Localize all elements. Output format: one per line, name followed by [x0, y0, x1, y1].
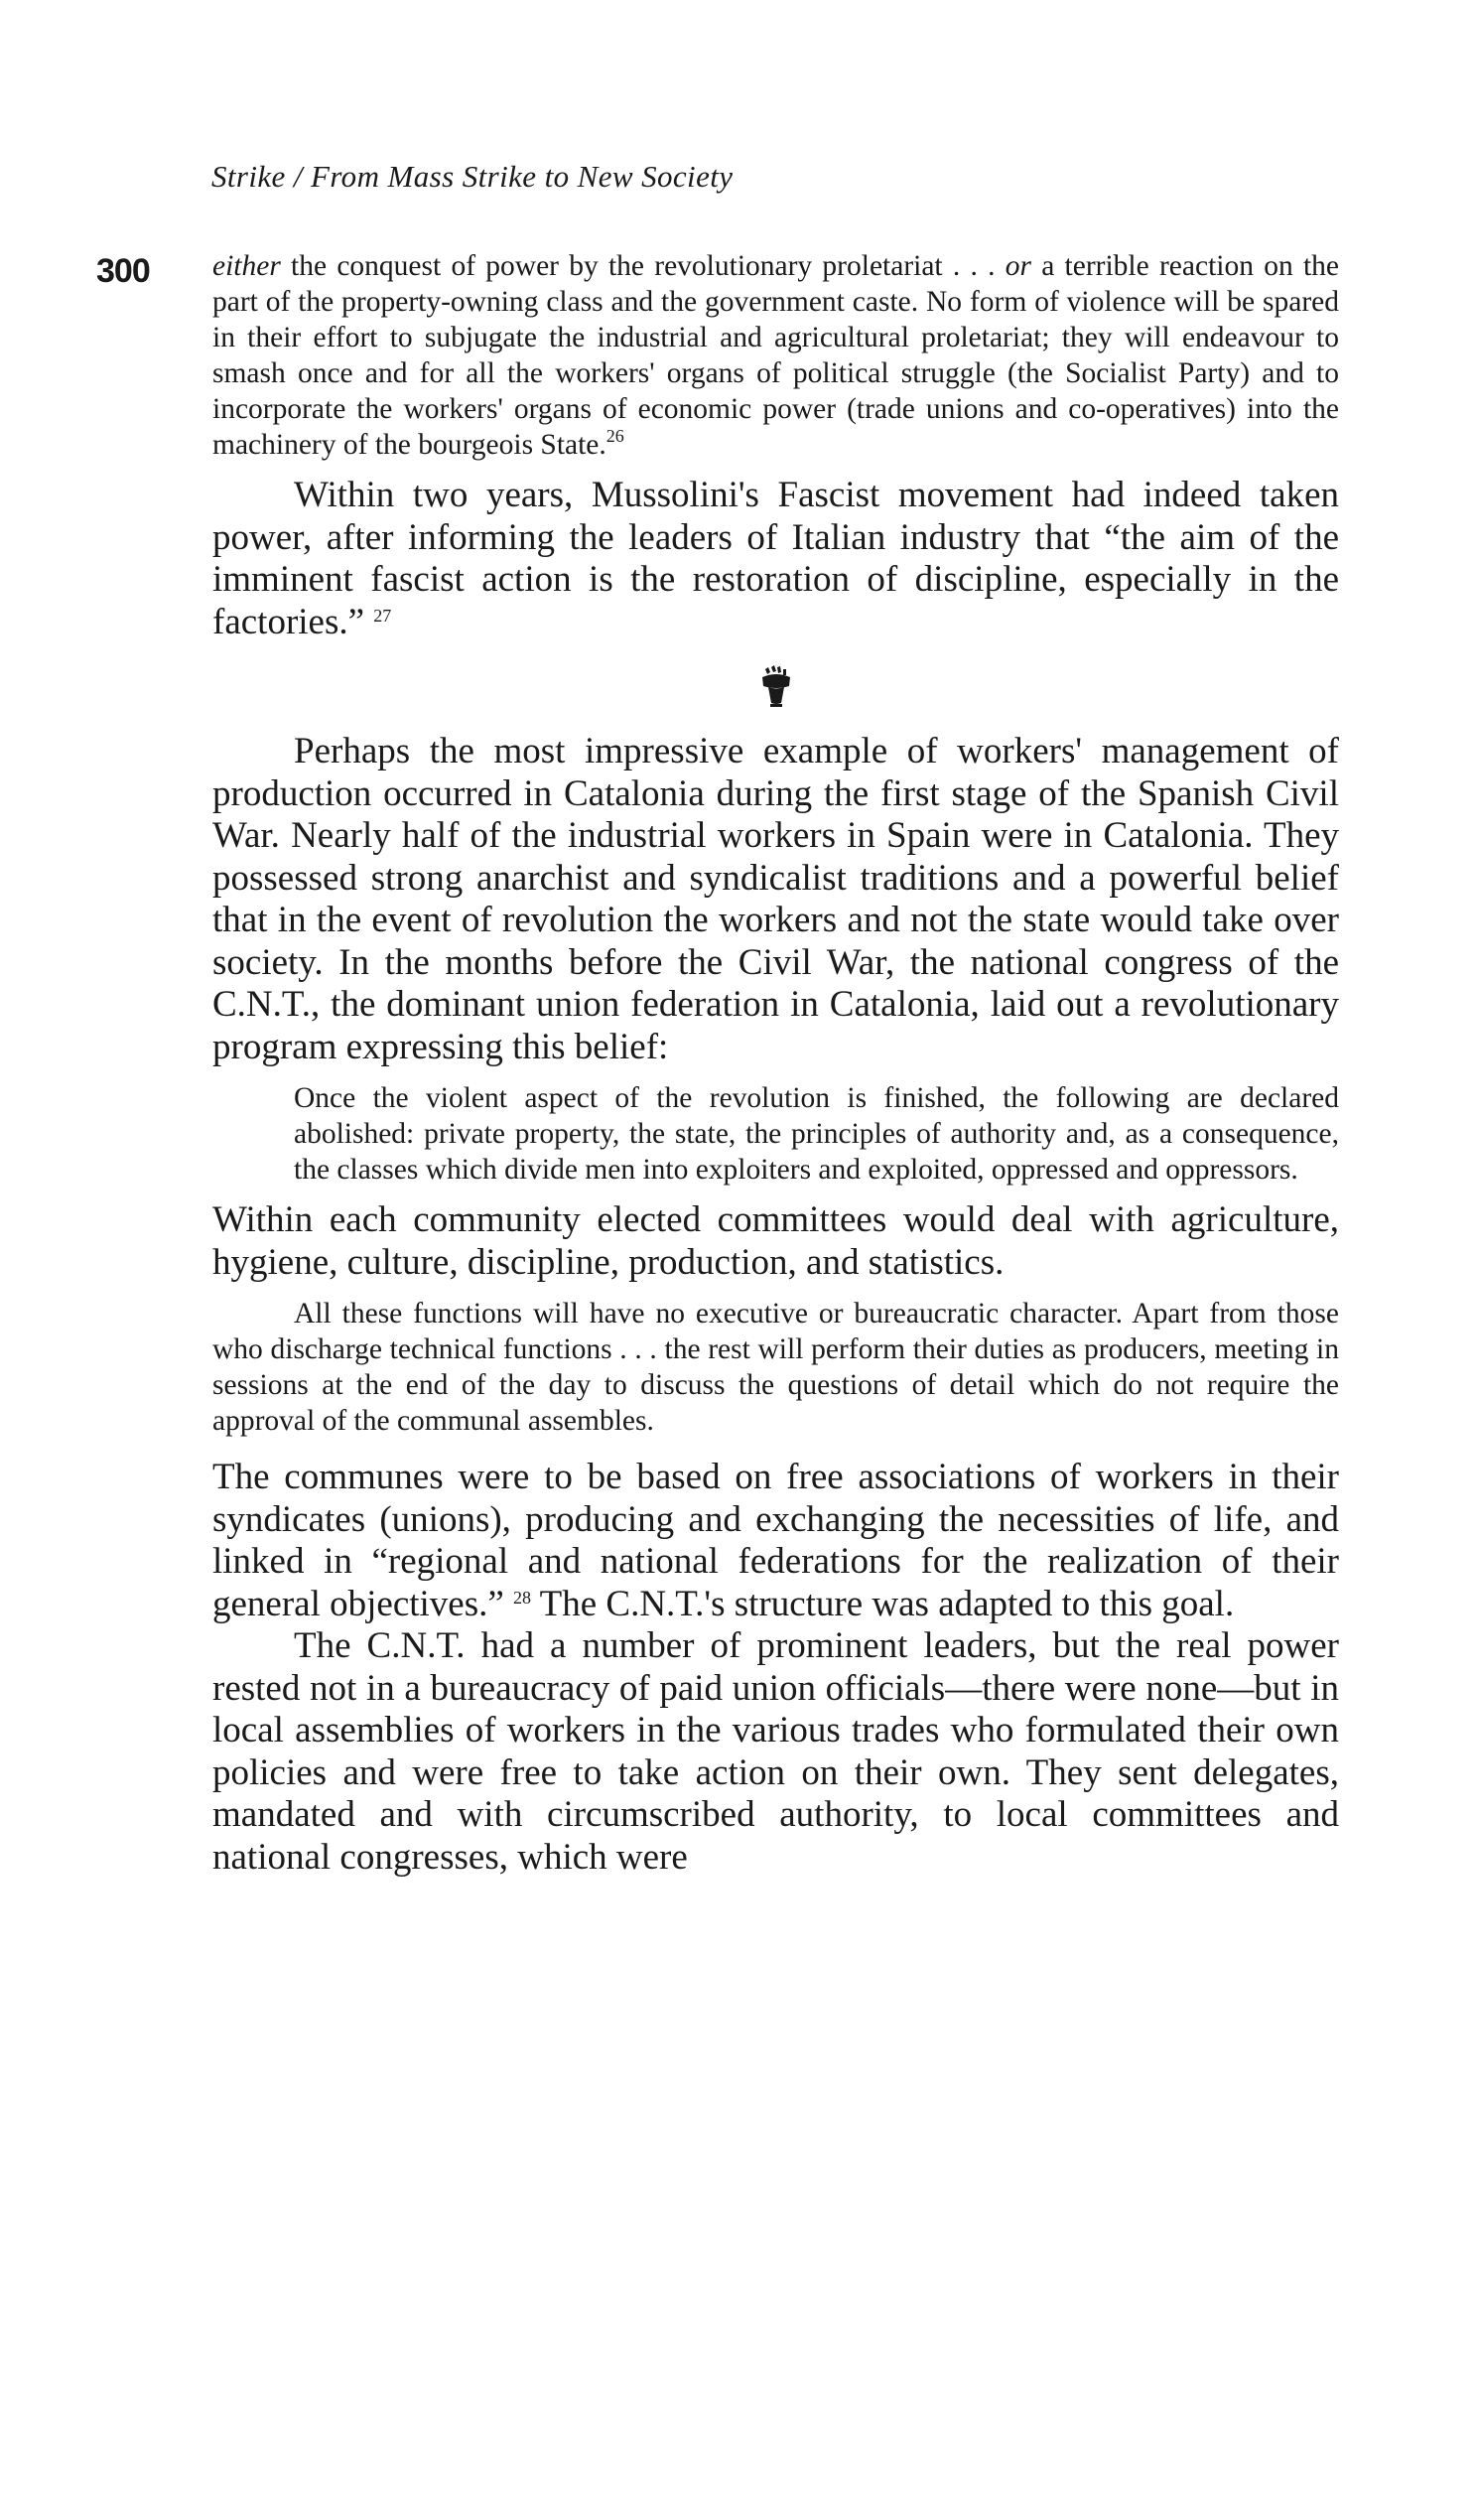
paragraph-committees: Within each community elected committees would deal with agriculture, hygiene, culture, discipline, production, and statistics.: [212, 1199, 1339, 1283]
emphasis-either: either: [212, 250, 281, 282]
footnote-ref-26[interactable]: 26: [605, 426, 624, 446]
page-number: 300: [96, 252, 150, 290]
text-column: [212, 248, 1339, 1879]
paragraph-cnt-leaders: The C.N.T. had a number of prominent leaders, but the real power rested not in a bureaucracy of paid union officials—there were none—but in local assemblies of workers in the various trades who formulated their own policies and were free to take action on their own. They sent delegates, mandated and with circumscribed authority, to local committees and national congresses, which were: [212, 1625, 1339, 1878]
block-quote-cnt-program: Once the violent aspect of the revolution is finished, the following are declared abolished: private property, the state, the principles of authority and, as a consequence, the classes which divide men into exploiters and exploited, oppressed and oppressors.: [294, 1082, 1339, 1186]
paragraph-catalonia: Perhaps the most impressive example of workers' management of production occurred in Catalonia during the first stage of the Spanish Civil War. Nearly half of the industrial workers in Spain were in Catalonia. They possessed strong anarchist and syndicalist traditions and a powerful belief that in the event of revolution the workers and not the state would take over society. In the months before the Civil War, the national congress of the C.N.T., the dominant union federation in Catalonia, laid out a revolutionary program expressing this belief:: [212, 731, 1339, 1067]
raised-fist-icon: [756, 665, 796, 709]
block-quote-opening: [212, 248, 1339, 463]
emphasis-or: or: [1005, 250, 1031, 282]
paragraph-text: The C.N.T.'s structure was adapted to this goal.: [531, 1583, 1235, 1624]
quote-text: a terrible reaction on the part of the property-owning class and the government caste. No form of violence will be spared in their effort to subjugate the industrial and agricultural proletariat; they will endeavour to smash once and for all the workers' organs of political struggle (the Socialist Party) and to incorporate the workers' organs of economic power (trade unions and co-operatives) into the machinery of the bourgeois State.: [212, 250, 1339, 461]
footnote-ref-27[interactable]: 27: [373, 605, 392, 626]
footnote-ref-28[interactable]: 28: [513, 1587, 532, 1608]
quote-text: the conquest of power by the revolutionary proletariat . . .: [280, 250, 1006, 282]
paragraph-communes: [212, 1457, 1339, 1625]
paragraph-mussolini: [212, 475, 1339, 643]
paragraph-text: The communes were to be based on free associations of workers in their syndicates (unions), producing and exchanging the necessities of life, and linked in “regional and national federations for the realization of their general objectives.”: [212, 1457, 1339, 1624]
paragraph-text: Within two years, Mussolini's Fascist movement had indeed taken power, after informing the leaders of Italian industry that “the aim of the imminent fascist action is the restoration of discipline, especially in the factories.”: [212, 475, 1339, 642]
running-head: Strike / From Mass Strike to New Society: [211, 159, 734, 194]
block-quote-functions: All these functions will have no executive or bureaucratic character. Apart from those who discharge technical functions . . . the rest will perform their duties as producers, meeting in sessions at the end of the day to discuss the questions of detail which do not require the approval of the communal assembles.: [212, 1298, 1339, 1437]
